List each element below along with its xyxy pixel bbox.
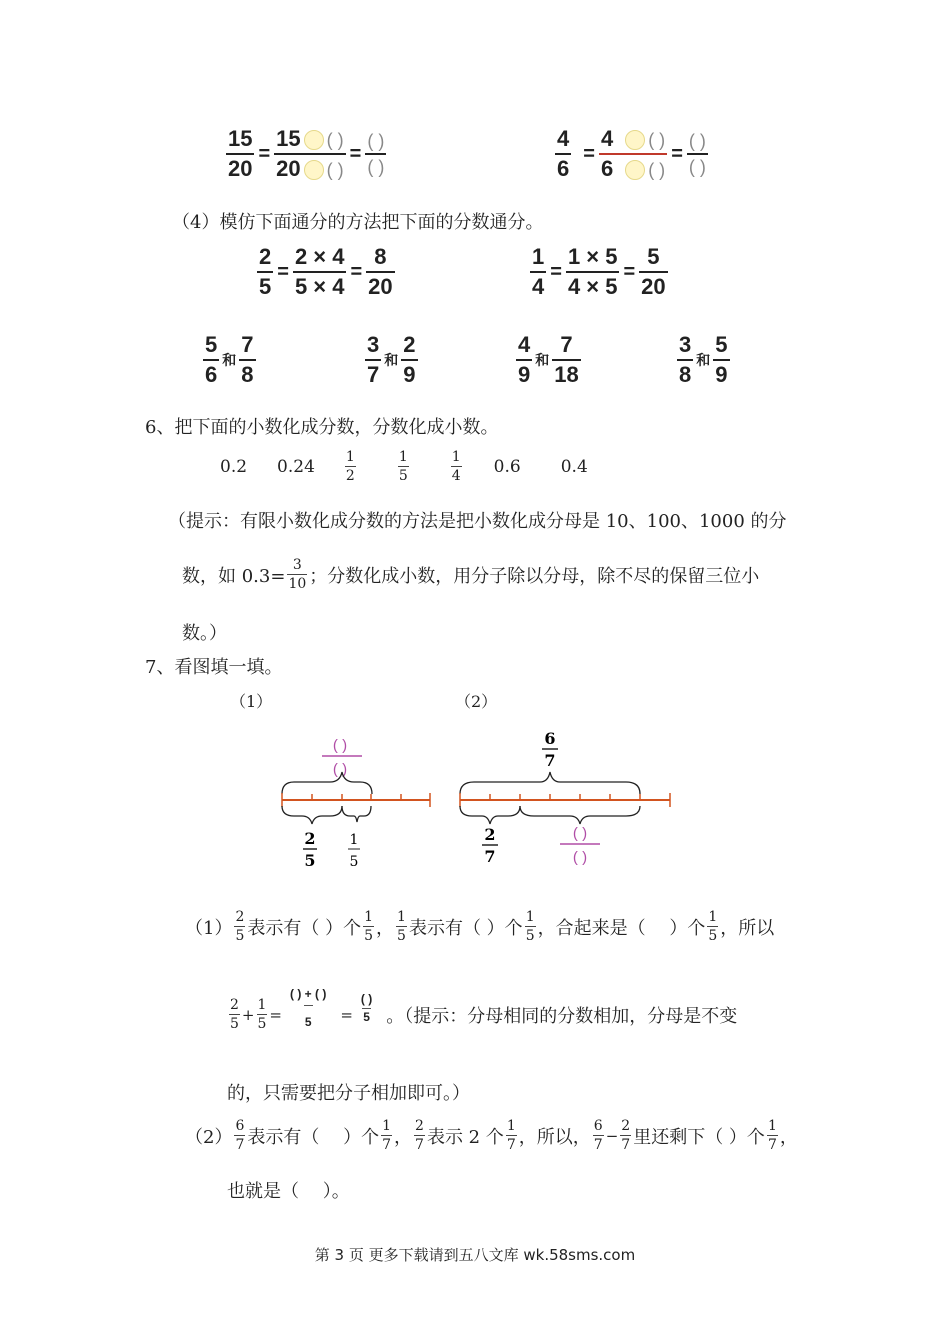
circle-icon (625, 160, 645, 180)
fig2-a-d: 7 (484, 847, 496, 866)
frac-4-6-blank: $\frac{4 ( )}{6 ( )}$ (600, 126, 666, 182)
q7-s2-line2: 也就是（ ）。 (227, 1181, 350, 1202)
frac-blank: ( ) ( ) (688, 131, 706, 178)
equiv-row-left (226, 128, 386, 180)
fig1-a-d: 5 (304, 851, 316, 870)
fig2-label: （2） (455, 692, 498, 711)
pair-3: 4 9 和 7 18 (518, 332, 579, 387)
pair-4: 3 8 和 5 9 (679, 332, 728, 387)
fig1-top-brace (282, 772, 372, 794)
q7-s2-line1: （2） 6 7 表示有（ ）个 1 7 ， 2 7 表示 2 个 1 7 ，所以， 6 7 − $\frac{2}{7}$ 里还剩下（ ）个 1 7 ， (185, 1118, 798, 1153)
q6-hint-3: 数。） (182, 623, 227, 644)
q7-title: 7、看图填一填。 (145, 657, 283, 678)
fig1-bottom-brace-b (342, 806, 371, 822)
pair-2: 3 7 和 2 9 (367, 332, 416, 387)
fig2-bottom-brace-b (520, 806, 640, 824)
frac-blank: ( ) ( ) (367, 131, 385, 178)
fig1-blank-n: ( ) (332, 737, 348, 754)
frac-15-20: $\frac{15}{20}$ (228, 126, 253, 182)
circle-icon (625, 130, 645, 150)
page-footer: 第 3 页 更多下载请到五八文库 wk.58sms.com (314, 1246, 636, 1264)
equiv-row-right (555, 128, 708, 180)
frac-4-6: $\frac{4}{6}$ (557, 126, 570, 182)
number-line-figures (270, 720, 690, 880)
equals: = (671, 142, 683, 165)
fig1-b-d: 5 (349, 854, 359, 870)
fig2-top-brace (460, 772, 640, 794)
fig2-a-n: 2 (484, 825, 496, 844)
q7-s1-line3: 的，只需要把分子相加即可。） (227, 1083, 470, 1104)
example-1: $\frac{2}{5}$ = $\frac{2 \times 4}{5 \times 4}$ = $\frac{8}{20}$ (259, 244, 393, 299)
equals: = (258, 142, 271, 165)
equals: = (583, 142, 595, 165)
frac-15-20-blank: $\frac{15 ( )}{20 ( )}$ (276, 126, 344, 182)
q7-s1-line2: 2 5 + $\frac{1}{5}$ = ( ) + ( ) 5 = ( ) 5 。（提示：分母相同的分数相加，分母是不变 (230, 986, 738, 1032)
circle-icon (304, 160, 324, 180)
fig2-blank-d: ( ) (572, 849, 588, 866)
fig1-b-n: 1 (349, 832, 359, 848)
equals: = (349, 142, 362, 165)
fig2-top-n: 6 (544, 729, 556, 748)
q4-title: （4）模仿下面通分的方法把下面的分数通分。 (172, 212, 544, 233)
pair-1: 5 6 和 7 8 (205, 332, 254, 387)
fig1-bottom-brace-a (282, 806, 342, 824)
q6-items: 0.2 0.24 1 2 1 5 1 4 0.6 0.4 (220, 449, 588, 484)
fig1-blank-d: ( ) (332, 761, 348, 778)
example-2: $\frac{1}{4}$ = $\frac{1 \times 5}{4 \times 5}$ = $\frac{5}{20}$ (532, 244, 666, 299)
fig2-top-d: 7 (544, 751, 556, 770)
fig2-blank-n: ( ) (572, 825, 588, 842)
circle-icon (304, 130, 324, 150)
fig2-bottom-brace-a (460, 806, 520, 824)
q6-title: 6、把下面的小数化成分数，分数化成小数。 (145, 417, 499, 438)
fig1-a-n: 2 (304, 829, 316, 848)
q6-hint-1: （提示：有限小数化成分数的方法是把小数化成分母是 10、100、1000 的分 (168, 511, 787, 532)
q7-s1-line1: （1） 2 5 表示有（ ）个 1 5 ， 1 5 表示有（ ）个 1 5 ，合起来是（ ）个 1 5 ，所以 (185, 909, 775, 944)
q6-hint-2: 数，如 0.3= $\frac{3}{10}$ ；分数化成小数，用分子除以分母，除不尽的保留三位小 (182, 557, 760, 592)
fig1-label: （1） (230, 692, 273, 711)
